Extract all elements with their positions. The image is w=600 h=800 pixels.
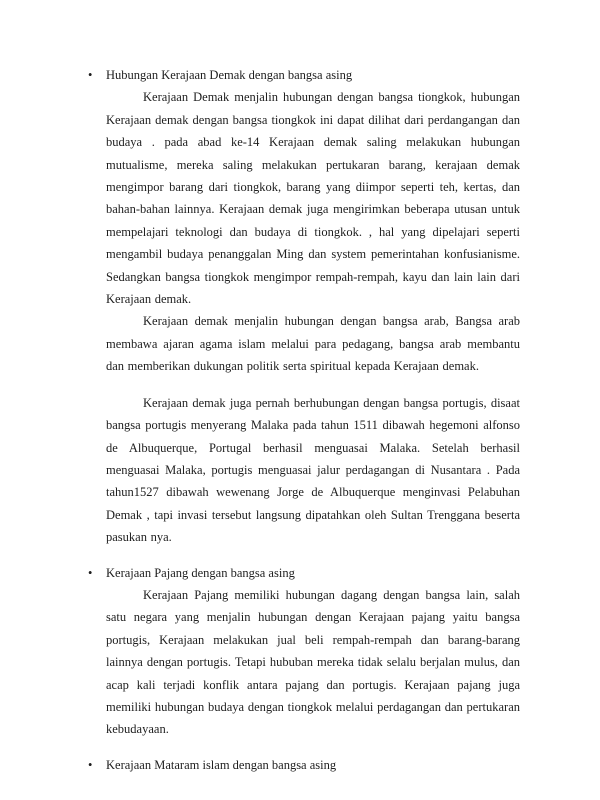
paragraph: Kerajaan Demak menjalin hubungan dengan bangsa tiongkok, hubungan Kerajaan demak dengan bangsa tiongkok ini dapat dilihat dari perdangangan dan budaya . pada abad ke-14 Kerajaan demak saling melakukan hubungan mutualisme, mereka saling melakukan pertukaran barang, kerajaan demak mengimpor barang dari tiongkok, barang yang diimpor seperti teh, kertas, dan bahan-bahan lainnya. Kerajaan demak juga mengirimkan beberapa utusan untuk mempelajari teknologi dan budaya di tiongkok. , hal yang dipelajari seperti mengambil budaya penanggalan Ming dan system pemerintahan konfusianisme. Sedangkan bangsa tiongkok mengimpor rempah-rempah, kayu dan lain lain dari Kerajaan demak.: [106, 90, 520, 307]
section-demak: [88, 64, 522, 549]
section-heading-row: [88, 754, 522, 776]
section-pajang: [88, 562, 522, 741]
bullet-icon: •: [88, 68, 93, 82]
bullet-icon: •: [88, 757, 93, 772]
document-page: [88, 64, 522, 776]
section-heading-row: [88, 562, 522, 584]
section-heading-row: [88, 64, 522, 86]
section-mataram: [88, 754, 522, 776]
bullet-icon: •: [88, 565, 93, 580]
paragraph: Kerajaan demak juga pernah berhubungan dengan bangsa portugis, disaat bangsa portugis menyerang Malaka pada tahun 1511 dibawah hegemoni alfonso de Albuquerque, Portugal berhasil menguasai Malaka. Setelah berhasil menguasai Malaka, portugis menguasai jalur perdagangan di Nusantara . Pada tahun1527 dibawah wewenang Jorge de Albuquerque menginvasi Pelabuhan Demak , tapi invasi tersebut langsung dipatahkan oleh Sultan Trenggana beserta pasukan nya.: [106, 395, 520, 545]
section-heading: Kerajaan Pajang dengan bangsa asing: [106, 565, 295, 580]
paragraph: Kerajaan demak menjalin hubungan dengan bangsa arab, Bangsa arab membawa ajaran agama islam melalui para pedagang, bangsa arab membantu dan memberikan dukungan politik serta spiritual kepada Kerajaan demak.: [106, 314, 520, 374]
section-heading: Kerajaan Mataram islam dengan bangsa asing: [106, 757, 337, 772]
section-heading: Hubungan Kerajaan Demak dengan bangsa asing: [106, 68, 353, 82]
paragraph: Kerajaan Pajang memiliki hubungan dagang dengan bangsa lain, salah satu negara yang menjalin hubungan dengan Kerajaan pajang yaitu bangsa portugis, Kerajaan melakukan jual beli rempah-rempah dan barang-barang lainnya dengan portugis. Tetapi hububan mereka tidak selalu berjalan mulus, dan acap kali terjadi konflik antara pajang dan portugis. Kerajaan pajang juga memiliki hubungan budaya dengan tiongkok melalui perdagangan dan pertukaran kebudayaan.: [106, 587, 520, 737]
